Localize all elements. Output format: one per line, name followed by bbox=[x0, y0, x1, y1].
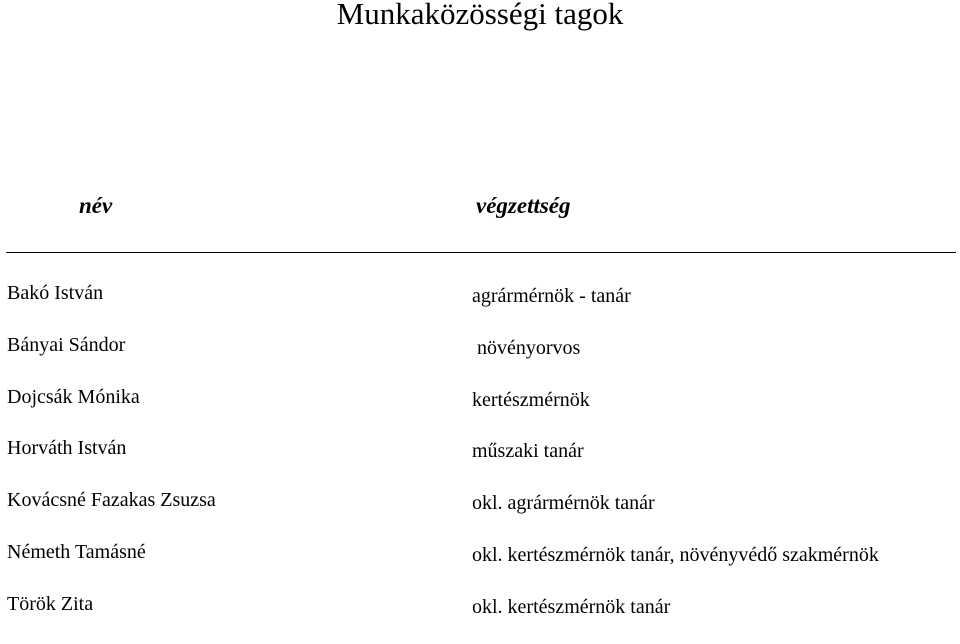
member-name: Németh Tamásné bbox=[7, 540, 146, 563]
table-row bbox=[0, 385, 960, 437]
members-table bbox=[0, 281, 960, 644]
member-qualification: okl. kertészmérnök tanár bbox=[472, 595, 671, 618]
column-header-qualification: végzettség bbox=[476, 193, 571, 218]
member-qualification: műszaki tanár bbox=[472, 440, 584, 463]
table-row bbox=[0, 540, 960, 592]
page-title: Munkaközösségi tagok bbox=[336, 0, 624, 31]
member-qualification: növényorvos bbox=[472, 336, 581, 359]
table-row bbox=[0, 592, 960, 644]
member-name: Török Zita bbox=[7, 592, 94, 615]
table-row bbox=[0, 281, 960, 333]
member-name: Bányai Sándor bbox=[7, 333, 126, 356]
member-name: Bakó István bbox=[7, 282, 104, 304]
member-name: Kovácsné Fazakas Zsuzsa bbox=[7, 489, 216, 512]
table-row bbox=[0, 488, 960, 540]
column-header-name: név bbox=[79, 193, 113, 218]
member-name: Dojcsák Mónika bbox=[7, 385, 140, 408]
member-qualification: kertészmérnök bbox=[472, 388, 590, 411]
table-row bbox=[0, 333, 960, 385]
header-divider bbox=[6, 252, 956, 253]
table-row bbox=[0, 436, 960, 488]
member-qualification: agrármérnök - tanár bbox=[472, 285, 631, 307]
member-qualification: okl. kertészmérnök tanár, növényvédő szakmérnök bbox=[472, 543, 879, 566]
member-qualification: okl. agrármérnök tanár bbox=[472, 492, 655, 515]
member-name: Horváth István bbox=[7, 437, 127, 460]
